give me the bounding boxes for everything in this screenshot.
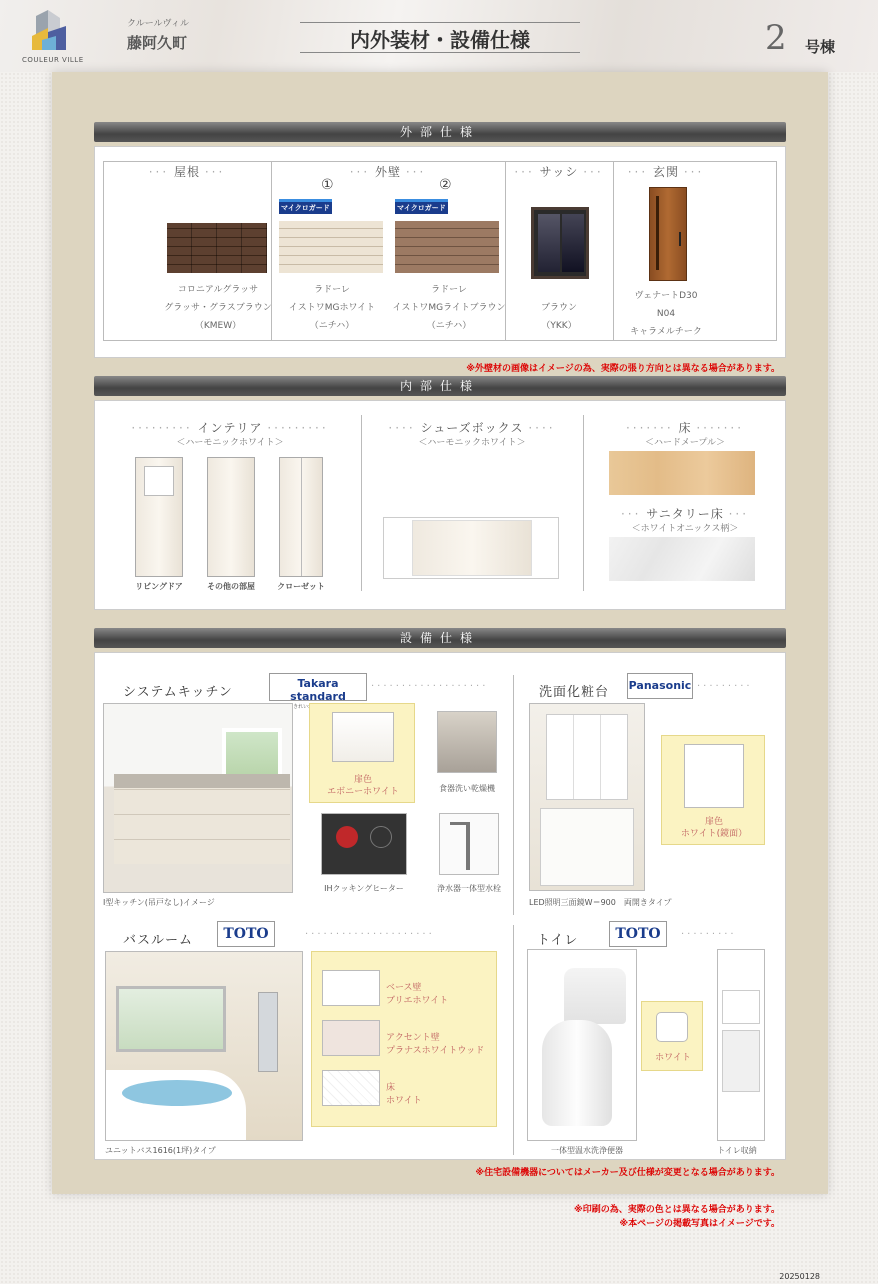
divider <box>361 415 362 591</box>
kitchen-heading: システムキッチン <box>123 685 233 700</box>
exterior-panel <box>94 146 786 358</box>
building-number: 2 <box>765 18 787 58</box>
wall-2-number: ② <box>439 177 452 193</box>
living-door-label: リビングドア <box>135 582 183 591</box>
title-rule-bottom <box>300 52 580 53</box>
bath-floor-label: 床 ホワイト <box>386 1083 422 1106</box>
equipment-band: 設備仕様 <box>94 628 786 648</box>
equipment-note: ※住宅設備機器についてはメーカー及び仕様が変更となる場合があります。 <box>475 1168 780 1178</box>
town-kana: クルールヴィル <box>127 19 190 29</box>
print-date: 20250128 <box>779 1272 820 1281</box>
ih-label: IHクッキングヒーター <box>324 884 404 893</box>
wall-1-caption: ラドーレ イストワMGホワイト （ニチハ） <box>288 285 376 331</box>
town-name: 藤阿久町 <box>127 34 188 52</box>
toilet-photo-caption: 一体型温水洗浄便器 <box>551 1146 623 1155</box>
vanity-color-name: ホワイト(鏡面） <box>680 829 748 839</box>
sanitary-heading: ··· サニタリー床 ··· <box>620 507 750 521</box>
interior-band: 内部仕様 <box>94 376 786 396</box>
toilet-swatch <box>656 1012 688 1042</box>
closet-door-label: クローゼット <box>277 582 325 591</box>
shoebox-sub: ＜ハーモニックホワイト＞ <box>418 438 526 448</box>
toto-logo: TOTO <box>217 921 275 947</box>
microguard-badge: マイクロガード <box>395 199 448 214</box>
accent-wall-swatch <box>322 1020 380 1056</box>
door-glass <box>144 466 174 496</box>
page-title: 内外装材・設備仕様 <box>350 28 530 52</box>
kitchen-counter <box>114 774 290 788</box>
faucet-spout <box>450 822 470 825</box>
sash-heading: ··· サッシ ··· <box>514 165 604 179</box>
kitchen-color-box <box>309 703 415 803</box>
toilet-storage-photo <box>717 949 765 1141</box>
logo-text: COULEUR VILLE <box>22 56 84 64</box>
door-split <box>301 458 302 576</box>
vanity-cabinet <box>540 808 634 886</box>
vanity-heading: 洗面化粧台 <box>539 685 610 700</box>
roof-swatch <box>167 223 267 273</box>
divider <box>513 925 514 1155</box>
bath-photo <box>105 951 303 1141</box>
panasonic-logo: Panasonic <box>627 673 693 699</box>
shoebox-image <box>383 517 559 579</box>
bath-tub <box>106 1070 246 1140</box>
shoebox-heading: ···· シューズボックス ···· <box>388 421 556 435</box>
closet-door-image <box>279 457 323 577</box>
bath-heading: バスルーム <box>123 933 194 948</box>
dishwasher-label: 食器洗い乾燥機 <box>439 784 495 793</box>
shoebox-doors <box>412 520 532 576</box>
entrance-door-image <box>649 187 687 281</box>
accent-wall-label: アクセント壁 プラナスホワイトウッド <box>386 1033 485 1056</box>
wall-1-swatch <box>279 221 383 273</box>
room-door-label: その他の部屋 <box>207 582 255 591</box>
faucet-image <box>439 813 499 875</box>
dots: ········· <box>681 929 737 940</box>
building-suffix: 号棟 <box>805 38 836 56</box>
door-handle <box>679 232 681 246</box>
entrance-caption: ヴェナートD30 N04 キャラメルチーク <box>630 291 702 337</box>
exterior-band: 外部仕様 <box>94 122 786 142</box>
sash-image <box>531 207 589 279</box>
roof-heading: ··· 屋根 ··· <box>148 165 226 179</box>
exterior-note: ※外壁材の画像はイメージの為、実際の張り方向とは異なる場合があります。 <box>466 364 780 374</box>
roof-caption: コロニアルグラッサ グラッサ・グラスブラウン （KMEW） <box>164 285 272 331</box>
takara-logo: Takara standard <box>269 673 367 701</box>
divider <box>583 415 584 591</box>
dots: ··················· <box>371 681 489 692</box>
toilet-storage-label: トイレ収納 <box>717 1146 757 1155</box>
vanity-door-swatch <box>684 744 744 808</box>
interior-panel <box>94 400 786 610</box>
kitchen-photo-caption: I型キッチン(吊戸なし)イメージ <box>103 898 215 907</box>
title-rule-top <box>300 22 580 23</box>
interior-sub: ＜ハーモニックホワイト＞ <box>176 438 284 448</box>
storage-shelf <box>722 990 760 1024</box>
ih-image <box>321 813 407 875</box>
kitchen-door-swatch <box>332 712 394 762</box>
toto-logo: TOTO <box>609 921 667 947</box>
base-wall-label: ベース壁 ブリエホワイト <box>386 983 449 1006</box>
vanity-color-label: 扉色 <box>704 817 723 827</box>
sash-pane <box>538 214 560 272</box>
bath-water <box>122 1080 232 1106</box>
divider <box>513 675 514 915</box>
sanitary-swatch <box>609 537 755 581</box>
sash-caption: ブラウン （YKK） <box>540 303 577 331</box>
toilet-color-label: ホワイト <box>655 1053 691 1063</box>
dishwasher-image <box>437 711 497 773</box>
base-wall-swatch <box>322 970 380 1006</box>
floor-sub: ＜ハードメープル＞ <box>644 438 726 448</box>
sash-pane <box>562 214 584 272</box>
kitchen-cabinets <box>114 788 290 864</box>
kitchen-color-name: エボニーホワイト <box>327 787 399 797</box>
wall-2-swatch <box>395 221 499 273</box>
vanity-photo <box>529 703 645 891</box>
faucet-label: 浄水器一体型水栓 <box>437 884 501 893</box>
photo-note: ※本ページの掲載写真はイメージです。 <box>619 1219 780 1229</box>
door-slit <box>656 196 659 270</box>
bath-photo-caption: ユニットバス1616(1坪)タイプ <box>105 1146 216 1155</box>
ih-burner <box>336 826 358 848</box>
ih-burner <box>370 826 392 848</box>
floor-heading: ······· 床 ······· <box>625 421 745 435</box>
vanity-mirror <box>546 714 628 800</box>
bath-window <box>116 986 226 1052</box>
living-door-image <box>135 457 183 577</box>
toilet-bowl <box>542 1020 612 1126</box>
dots: ····················· <box>305 929 435 940</box>
toilet-tank <box>564 968 626 1024</box>
room-door-image <box>207 457 255 577</box>
entrance-heading: ··· 玄関 ··· <box>627 165 705 179</box>
vanity-color-box <box>661 735 765 845</box>
bath-floor-swatch <box>322 1070 380 1106</box>
print-note: ※印刷の為、実際の色とは異なる場合があります。 <box>573 1205 780 1215</box>
wall-2-caption: ラドーレ イストワMGライトブラウン （ニチハ） <box>392 285 506 331</box>
wall-1-number: ① <box>321 177 334 193</box>
bath-mirror <box>258 992 278 1072</box>
dots: ········· <box>697 681 753 692</box>
sanitary-sub: ＜ホワイトオニックス柄＞ <box>631 524 739 534</box>
kitchen-photo <box>103 703 293 893</box>
wall-heading: ··· 外壁 ··· <box>349 165 427 179</box>
vanity-photo-caption: LED照明三面鏡W＝900 両開きタイプ <box>529 898 672 907</box>
toilet-photo <box>527 949 637 1141</box>
bath-color-box <box>311 951 497 1127</box>
floor-swatch <box>609 451 755 495</box>
microguard-badge: マイクロガード <box>279 199 332 214</box>
interior-heading: ········· インテリア ········· <box>131 421 329 435</box>
storage-door <box>722 1030 760 1092</box>
toilet-color-box <box>641 1001 703 1071</box>
equipment-panel <box>94 652 786 1160</box>
toilet-heading: トイレ <box>537 933 579 948</box>
kitchen-color-label: 扉色 <box>353 775 372 785</box>
faucet-body <box>466 822 470 870</box>
